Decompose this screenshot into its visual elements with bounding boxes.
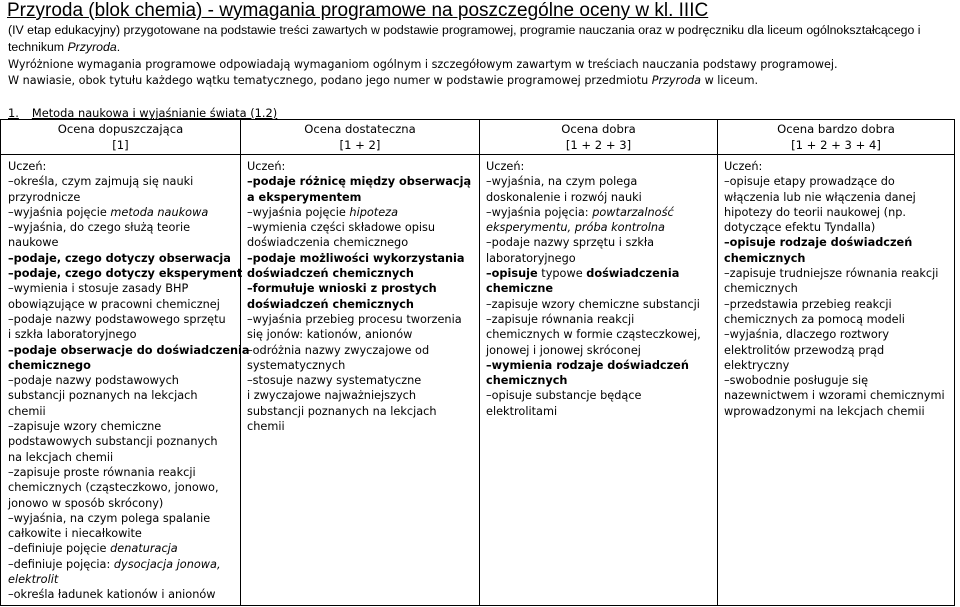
requirement-line <box>247 373 477 388</box>
requirement-line <box>8 159 238 174</box>
requirement-text: –swobodnie posługuje się <box>724 374 869 388</box>
requirement-line <box>247 220 477 235</box>
requirement-text: –wyjaśnia pojęcie <box>247 205 350 219</box>
requirement-line <box>8 572 238 587</box>
requirement-line <box>486 159 715 174</box>
requirement-line <box>486 220 715 235</box>
column-header-4 <box>718 121 954 153</box>
requirement-text: chemicznych za pomocą modeli <box>724 312 905 326</box>
requirement-line <box>8 388 238 403</box>
page-title: Przyroda (blok chemia) - wymagania programowe na poszczególne oceny w kl. IIIC <box>7 0 709 21</box>
requirement-text: metoda naukowa <box>110 205 209 219</box>
requirement-line <box>247 388 477 403</box>
requirement-text: substancji poznanych na lekcjach <box>247 404 437 418</box>
requirement-text: –wymienia i stosuje zasady BHP <box>8 282 189 296</box>
requirement-text: dysocjacja jonowa, <box>113 557 221 571</box>
requirement-line <box>486 373 715 388</box>
requirement-line <box>8 465 238 480</box>
requirement-text: –wyjaśnia, do czego służą teorie <box>8 221 191 235</box>
note-line-2-end: w liceum. <box>701 74 759 87</box>
requirement-line <box>247 266 477 281</box>
requirement-text: –określa ładunek kationów i anionów <box>8 588 216 602</box>
requirement-line <box>724 358 952 373</box>
requirement-text: –podaje możliwości wykorzystania <box>247 251 465 265</box>
requirement-line <box>8 587 238 602</box>
requirement-text: chemii <box>247 420 285 434</box>
requirement-line <box>724 343 952 358</box>
column-header-4-name: Ocena bardzo dobra <box>777 122 895 136</box>
requirement-line <box>8 526 238 541</box>
requirement-line <box>486 205 715 220</box>
requirement-line <box>724 251 952 266</box>
requirement-text: a eksperymentem <box>247 190 362 204</box>
requirement-line <box>486 235 715 250</box>
requirement-text: chemii <box>8 404 46 418</box>
requirement-line <box>8 266 243 281</box>
requirement-line <box>8 205 238 220</box>
requirement-line <box>486 266 715 281</box>
requirement-text: doskonalenie i rozwój nauki <box>486 190 642 204</box>
requirement-line <box>8 480 238 495</box>
requirement-text: chemicznych <box>486 374 568 388</box>
requirement-line <box>8 404 238 419</box>
requirement-text: –wyjaśnia, dlaczego roztwory <box>724 328 890 342</box>
requirement-line <box>724 404 952 419</box>
column-header-3-code: [1 + 2 + 3] <box>565 138 632 152</box>
requirement-line <box>247 312 477 327</box>
requirement-line <box>486 327 715 342</box>
requirement-text: –wyjaśnia, na czym polega spalanie <box>8 511 211 525</box>
requirement-line <box>724 159 952 174</box>
requirement-line <box>247 205 477 220</box>
requirements-cell-3 <box>486 159 715 419</box>
requirement-line <box>724 266 952 281</box>
requirement-line <box>486 251 715 266</box>
column-header-1-name: Ocena dopuszczająca <box>57 122 184 136</box>
requirement-text: przyrodnicze <box>8 190 81 204</box>
requirement-text: jonowej i jonowej skróconej <box>486 343 641 357</box>
requirement-line <box>8 281 238 296</box>
section-number: 1. <box>8 106 19 120</box>
requirement-text: doświadczeń chemicznych <box>247 297 414 311</box>
requirement-text: typowe <box>537 267 587 281</box>
requirement-line <box>724 312 952 327</box>
requirement-text: nazewnictwem i wzorami chemicznymi <box>724 389 945 403</box>
intro-end: . <box>116 40 121 54</box>
requirement-text: Uczeń: <box>724 160 763 173</box>
requirement-line <box>724 190 952 205</box>
column-divider <box>717 120 718 605</box>
column-header-3-name: Ocena dobra <box>561 122 636 136</box>
requirement-text: elektrolit <box>8 573 59 587</box>
requirement-text: Uczeń: <box>247 160 286 173</box>
requirement-text: chemicznych <box>724 251 806 265</box>
requirement-text: –formułuje wnioski z prostych <box>247 282 437 296</box>
requirement-line <box>486 358 715 373</box>
requirement-line <box>8 358 238 373</box>
requirement-text: –podaje nazwy podstawowych <box>8 374 179 388</box>
requirement-text: –zapisuje wzory chemiczne <box>8 420 162 434</box>
requirement-text: –podaje, czego dotyczy eksperyment <box>8 267 243 281</box>
requirement-line <box>247 174 477 189</box>
requirement-text: elektrolitów przewodzą prąd <box>724 343 885 357</box>
requirement-text: chemicznego <box>8 358 91 372</box>
requirement-text: elektryczny <box>724 358 790 372</box>
requirement-text: –zapisuje równania reakcji <box>486 312 635 326</box>
requirement-line <box>8 373 238 388</box>
requirement-text: –zapisuje wzory chemiczne substancji <box>486 297 700 311</box>
requirement-line <box>247 419 477 434</box>
requirement-line <box>724 388 952 403</box>
requirement-line <box>8 251 238 266</box>
requirement-line <box>724 235 952 250</box>
note-line-2 <box>8 73 953 89</box>
requirement-text: –określa, czym zajmują się nauki <box>8 175 194 189</box>
requirement-text: powtarzalność <box>592 205 674 219</box>
requirement-text: –wymienia rodzaje doświadczeń <box>486 358 689 372</box>
requirement-line <box>247 190 477 205</box>
requirement-line <box>724 327 952 342</box>
requirement-text: –zapisuje trudniejsze równania reakcji <box>724 267 939 281</box>
note-line-2-start: W nawiasie, obok tytułu każdego wątku tematycznego, podano jego numer w podstawie programowej przedmiotu <box>8 74 652 87</box>
requirement-line <box>8 297 238 312</box>
requirement-line <box>486 312 715 327</box>
requirement-text: –podaje obserwacje do doświadczenia <box>8 343 250 357</box>
requirement-text: –opisuje <box>486 267 538 281</box>
requirement-line <box>8 327 238 342</box>
requirement-text: chemicznych (cząsteczkowo, jonowo, <box>8 481 219 495</box>
requirement-line <box>486 297 715 312</box>
requirement-text: –przedstawia przebieg reakcji <box>724 297 892 311</box>
intro-paragraph <box>8 22 953 56</box>
requirement-line <box>247 343 477 358</box>
intro-subject-italic: Przyroda <box>67 40 117 54</box>
note-paragraph <box>8 57 953 89</box>
requirement-text: chemicznych w formie cząsteczkowej, <box>486 328 701 342</box>
requirement-line <box>724 174 952 189</box>
requirement-line <box>724 297 952 312</box>
header-row-divider <box>1 154 954 155</box>
intro-text: (IV etap edukacyjny) przygotowane na podstawie treści zawartych w podstawie programowej, programie nauczania oraz w podręczniku dla liceum ogólnokształcącego i technikum <box>8 23 921 54</box>
requirement-text: włączenia lub nie włączenia danej <box>724 190 916 204</box>
requirement-text: się jonów: kationów, anionów <box>247 328 413 342</box>
requirement-text: denaturacja <box>110 542 178 556</box>
requirement-line <box>247 358 477 373</box>
requirement-line <box>724 373 952 388</box>
requirements-cell-1 <box>8 159 250 603</box>
column-header-1-code: [1] <box>112 138 129 152</box>
requirement-text: –wyjaśnia, na czym polega <box>486 175 638 189</box>
requirement-line <box>724 281 952 296</box>
requirement-text: –wyjaśnia pojęcie <box>8 205 111 219</box>
requirement-line <box>486 174 715 189</box>
requirement-text: –definiuje pojęcie <box>8 542 111 556</box>
requirement-text: –zapisuje proste równania reakcji <box>8 465 196 479</box>
requirement-text: –stosuje nazwy systematyczne <box>247 374 422 388</box>
requirement-line <box>8 190 238 205</box>
section-title: Metoda naukowa i wyjaśnianie świata (1.2) <box>31 106 278 120</box>
column-header-2-code: [1 + 2] <box>339 138 381 152</box>
note-subject-italic: Przyroda <box>651 74 702 87</box>
requirement-text: doświadczenia chemicznego <box>247 236 409 250</box>
requirement-line <box>8 496 238 511</box>
requirement-text: –opisuje rodzaje doświadczeń <box>724 236 913 250</box>
requirement-line <box>8 511 238 526</box>
requirement-line <box>724 205 952 220</box>
requirement-line <box>247 251 477 266</box>
requirement-text: –podaje różnicę między obserwacją <box>247 175 472 189</box>
requirement-line <box>8 434 238 449</box>
requirement-text: systematycznych <box>247 358 346 372</box>
note-line-1: Wyróżnione wymagania programowe odpowiadają wymaganiom ogólnym i szczegółowym zawartym w treściach nauczania podstawy programowej. <box>8 58 838 71</box>
requirement-line <box>8 557 238 572</box>
requirement-text: całkowite i niecałkowite <box>8 527 142 541</box>
requirement-text: –odróżnia nazwy zwyczajowe od <box>247 343 430 357</box>
column-divider <box>479 120 480 605</box>
requirement-text: –wyjaśnia pojęcia: <box>486 205 593 219</box>
requirement-line <box>8 220 238 235</box>
requirement-text: –wymienia części składowe opisu <box>247 221 436 235</box>
requirement-line <box>247 159 477 174</box>
requirement-text: dotyczące efektu Tyndalla) <box>724 221 876 235</box>
requirements-cell-4 <box>724 159 952 419</box>
requirement-text: substancji poznanych na lekcjach <box>8 389 198 403</box>
requirement-text: –wyjaśnia przebieg procesu tworzenia <box>247 312 462 326</box>
column-divider <box>240 120 241 605</box>
requirement-line <box>247 235 477 250</box>
requirement-text: Uczeń: <box>486 160 525 173</box>
requirements-table <box>0 119 955 606</box>
requirement-text: –podaje nazwy podstawowego sprzętu <box>8 312 226 326</box>
requirement-text: i szkła laboratoryjnego <box>8 328 137 342</box>
requirement-text: na lekcjach chemii <box>8 450 114 464</box>
requirement-line <box>8 174 238 189</box>
column-header-3 <box>480 121 717 153</box>
requirement-line <box>247 404 477 419</box>
requirement-text: –podaje nazwy sprzętu i szkła <box>486 236 655 250</box>
requirement-text: hipotezy do teorii naukowej (np. <box>724 205 906 219</box>
requirement-text: hipoteza <box>349 205 399 219</box>
requirement-text: doświadczenia <box>586 267 680 281</box>
column-header-4-code: [1 + 2 + 3 + 4] <box>791 138 881 152</box>
requirement-line <box>8 312 238 327</box>
requirement-text: –opisuje substancje będące <box>486 389 642 403</box>
requirement-line <box>247 327 477 342</box>
requirement-line <box>486 343 715 358</box>
requirement-line <box>247 297 477 312</box>
requirement-text: Uczeń: <box>8 160 47 173</box>
column-header-2-name: Ocena dostateczna <box>304 122 416 136</box>
requirement-text: –definiuje pojęcia: <box>8 557 114 571</box>
requirement-line <box>486 190 715 205</box>
requirement-line <box>8 541 238 556</box>
requirement-text: wprowadzonymi na lekcjach chemii <box>724 404 925 418</box>
requirement-text: –podaje, czego dotyczy obserwacja <box>8 251 231 265</box>
requirement-text: obowiązujące w pracowni chemicznej <box>8 297 220 311</box>
requirement-line <box>724 220 952 235</box>
requirement-line <box>8 419 238 434</box>
requirement-line <box>486 281 715 296</box>
column-header-2 <box>241 121 479 153</box>
requirement-text: –opisuje etapy prowadzące do <box>724 175 895 189</box>
column-header-1 <box>1 121 240 153</box>
requirement-text: doświadczeń chemicznych <box>247 267 414 281</box>
requirement-text: podstawowych substancji poznanych <box>8 435 218 449</box>
requirement-line <box>486 404 715 419</box>
requirement-text: i zwyczajowe najważniejszych <box>247 389 417 403</box>
requirement-line <box>8 235 238 250</box>
requirements-cell-2 <box>247 159 477 434</box>
requirement-line <box>247 281 477 296</box>
requirement-line <box>486 388 715 403</box>
requirement-line <box>8 450 238 465</box>
requirement-text: naukowe <box>8 236 59 250</box>
requirement-text: chemiczne <box>486 282 554 296</box>
requirement-text: chemicznych <box>724 282 798 296</box>
requirement-text: eksperymentu, próba kontrolna <box>486 221 665 235</box>
requirement-text: laboratoryjnego <box>486 251 576 265</box>
requirement-text: jonowo w sposób skrócony) <box>8 496 164 510</box>
requirement-text: elektrolitami <box>486 404 558 418</box>
requirement-line <box>8 343 250 358</box>
